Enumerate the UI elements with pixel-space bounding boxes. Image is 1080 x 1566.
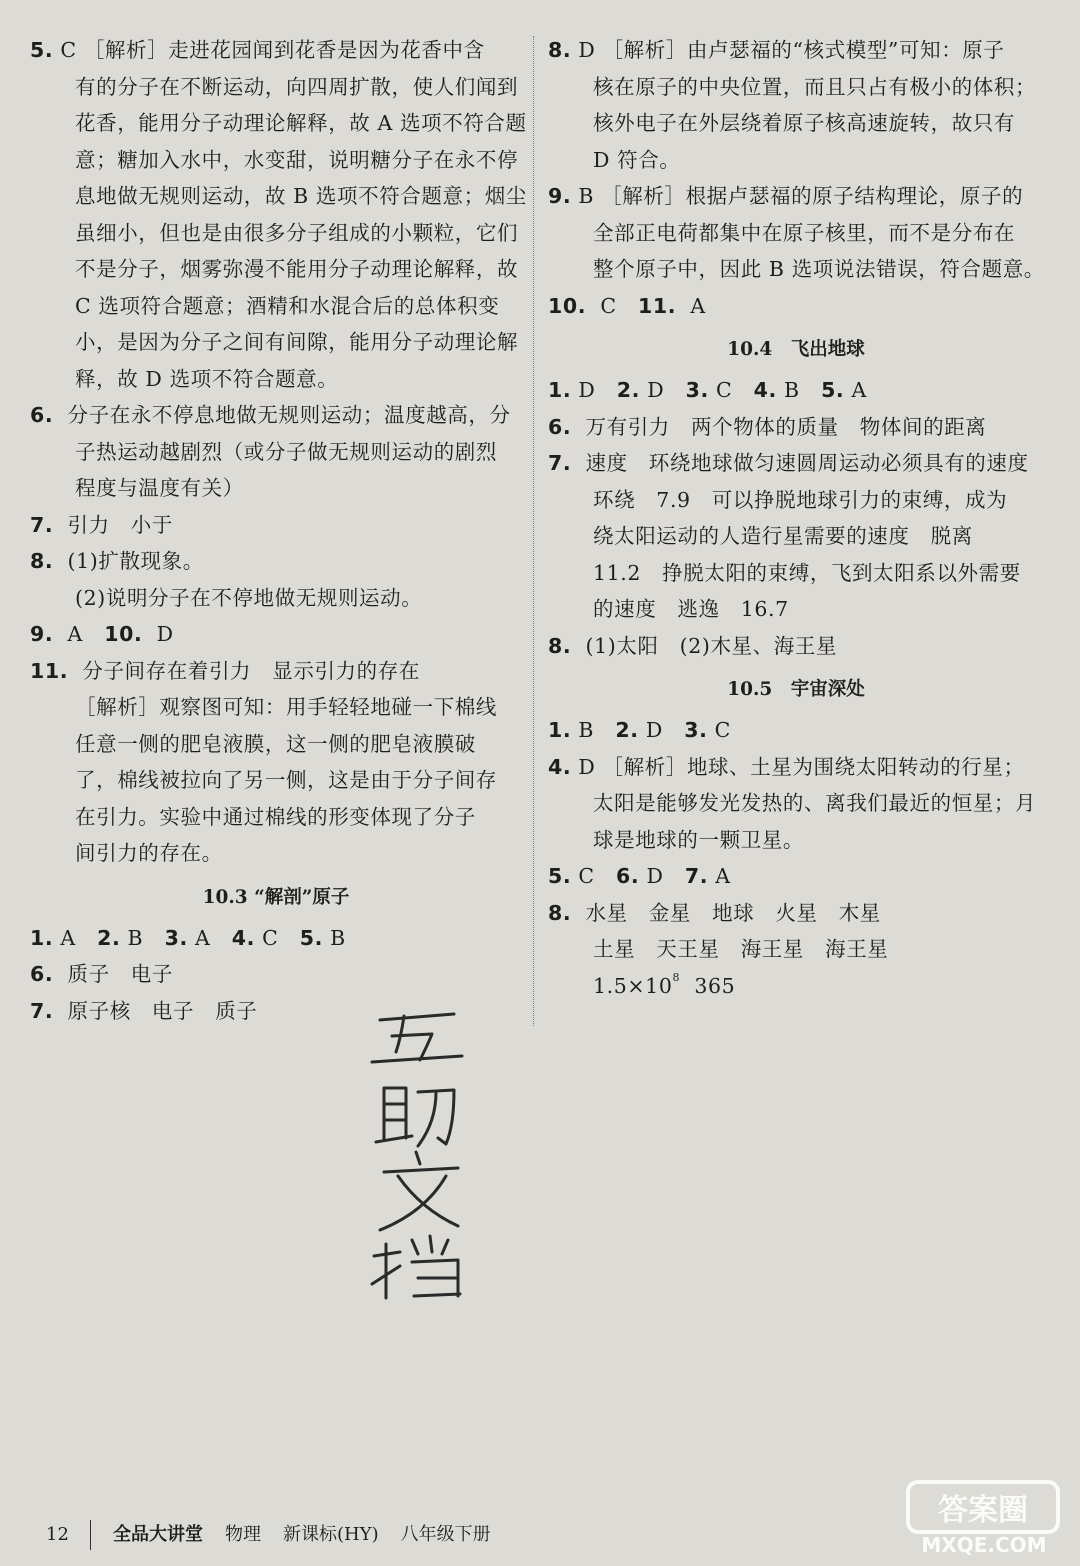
answer-row — [30, 920, 522, 957]
question-number: 7. — [684, 864, 709, 888]
answer-choice: B — [578, 718, 595, 742]
answer-choice: D — [645, 718, 663, 742]
answer-6 — [548, 409, 1044, 446]
answer-text: 任意一侧的肥皂液膜，这一侧的肥皂液膜破 — [75, 731, 476, 756]
watermark-text: MXQE.COM — [921, 1533, 1047, 1557]
answer-row — [548, 858, 1044, 895]
answer-text: 了，棉线被拉向了另一侧，这是由于分子间存 — [75, 768, 497, 792]
answer-text: 核在原子的中央位置，而且只占有极小的体积； — [593, 74, 1037, 99]
answer-text: 引力 小于 — [67, 512, 173, 537]
section-heading: 10.5 宇宙深处 — [727, 679, 865, 700]
question-number: 6. — [616, 864, 640, 888]
answer-text — [548, 968, 1044, 1005]
question-number: 3. — [685, 378, 709, 402]
question-number: 6. — [30, 403, 54, 427]
answer-text: 万有引力 两个物体的质量 物体间的距离 — [585, 414, 987, 439]
question-number: 5. — [821, 378, 845, 402]
answer-8 — [548, 32, 1044, 178]
answer-text: (2)说明分子在不停地做无规则运动。 — [75, 585, 423, 610]
grade-volume: 八年级下册 — [400, 1524, 491, 1545]
answer-5 — [30, 32, 527, 397]
answer-text: C 选项符合题意；酒精和水混合后的总体积变 — [75, 293, 500, 318]
right-column — [548, 32, 1044, 1004]
answer-6 — [30, 397, 522, 507]
answer-text: 间引力的存在。 — [75, 841, 223, 865]
question-number: 1. — [30, 925, 54, 950]
answer-choice: A — [194, 925, 211, 950]
answer-text: 球是地球的一颗卫星。 — [593, 827, 804, 852]
answer-8 — [548, 628, 1044, 665]
answer-choice: D — [156, 622, 174, 646]
sci-notation-base: 1.5×10 — [593, 973, 673, 998]
answer-choice: B — [127, 925, 144, 950]
answer-text: 有的分子在不断运动，向四周扩散，使人们闻到 — [75, 74, 519, 99]
answer-text: 全部正电荷都集中在原子核里，而不是分布在 — [593, 220, 1015, 245]
answer-choice: A — [851, 378, 867, 402]
answer-text: 水星 金星 地球 火星 木星 — [585, 900, 881, 925]
question-number: 5. — [548, 864, 572, 888]
answer-text: D 符合。 — [593, 147, 681, 172]
answer-text: D ［解析］由卢瑟福的“核式模型”可知：原子 — [578, 38, 1005, 62]
answer-choice: A — [690, 293, 706, 318]
answer-text: 分子在永不停息地做无规则运动；温度越高，分 — [67, 403, 511, 427]
answer-11 — [30, 653, 522, 872]
answer-choice: A — [67, 622, 83, 646]
question-number: 5. — [30, 38, 54, 62]
watermark-logo — [904, 1478, 1064, 1558]
answer-choice: C — [715, 378, 733, 402]
answer-text: 太阳是能够发光发热的、离我们最近的恒星；月 — [593, 791, 1037, 815]
answer-row — [548, 712, 1044, 749]
book-brand: 全品大讲堂 — [113, 1524, 203, 1545]
section-heading: 10.3 “解剖”原子 — [202, 886, 350, 908]
answer-text: 环绕 7.9 可以挣脱地球引力的束缚，成为 — [593, 487, 1008, 512]
question-number: 2. — [616, 378, 641, 402]
answer-text: 原子核 电子 质子 — [67, 998, 258, 1023]
answer-text: 意；糖加入水中，水变甜，说明糖分子在永不停 — [75, 147, 519, 172]
answer-text: ［解析］观察图可知：用手轻轻地碰一下棉线 — [75, 695, 497, 719]
answer-text: 整个原子中，因此 B 选项说法错误，符合题意。 — [593, 257, 1045, 281]
answer-7 — [548, 445, 1044, 628]
answer-8 — [548, 895, 1044, 1005]
question-number: 9. — [548, 184, 572, 208]
section-heading: 10.4 飞出地球 — [727, 339, 865, 360]
question-number: 1. — [548, 378, 572, 402]
answer-9-10 — [30, 616, 522, 653]
answer-text: 在引力。实验中通过棉线的形变体现了分子 — [75, 804, 476, 829]
answer-text: (1)扩散现象。 — [67, 549, 204, 573]
answer-row — [548, 372, 1044, 409]
question-number: 10. — [548, 293, 587, 318]
answer-choice: D — [647, 378, 665, 402]
watermark-cn: 答案圈 — [938, 1493, 1028, 1528]
answer-text: 子热运动越剧烈（或分子做无规则运动的剧烈 — [75, 439, 497, 464]
edition: 新课标(HY) — [283, 1524, 379, 1545]
answer-text: D ［解析］地球、土星为围绕太阳转动的行星； — [578, 754, 1025, 779]
sci-notation-exponent: 8 — [672, 970, 681, 984]
answer-text: C ［解析］走进花园闻到花香是因为花香中含 — [60, 38, 485, 62]
answer-6 — [30, 956, 522, 993]
answer-text: 土星 天王星 海王星 海王星 — [593, 937, 889, 961]
question-number: 8. — [548, 633, 572, 658]
answer-4 — [548, 749, 1044, 859]
question-number: 6. — [548, 414, 572, 439]
answer-7 — [30, 507, 522, 544]
answer-text: 花香，能用分子动理论解释，故 A 选项不符合题 — [75, 111, 527, 135]
answer-text: 质子 电子 — [67, 962, 173, 986]
question-number: 7. — [548, 451, 572, 475]
question-number: 1. — [548, 718, 572, 742]
question-number: 8. — [548, 900, 572, 925]
question-number: 4. — [548, 754, 572, 779]
answer-choice: C — [578, 864, 595, 888]
answer-choice: C — [600, 293, 617, 318]
answer-text: 速度 环绕地球做匀速圆周运动必须具有的速度 — [585, 451, 1029, 475]
question-number: 5. — [299, 925, 324, 950]
answer-choice: C — [262, 925, 279, 950]
question-number: 6. — [30, 962, 54, 986]
subject: 物理 — [225, 1524, 261, 1545]
answer-text: (1)太阳 (2)木星、海王星 — [585, 633, 838, 658]
answer-choice: D — [578, 378, 596, 402]
answer-text: 程度与温度有关） — [75, 476, 244, 500]
question-number: 4. — [753, 378, 777, 402]
answer-choice: B — [784, 378, 800, 402]
answer-text: 的速度 逃逸 16.7 — [593, 597, 789, 621]
handwriting-mark — [362, 1000, 472, 1300]
answer-choice: C — [714, 718, 731, 742]
answer-text: 小，是因为分子之间有间隙，能用分子动理论解 — [75, 330, 519, 354]
answer-8 — [30, 543, 522, 616]
question-number: 10. — [104, 622, 143, 646]
question-number: 4. — [231, 925, 255, 950]
answer-text: 不是分子，烟雾弥漫不能用分子动理论解释，故 — [75, 257, 519, 281]
column-divider — [533, 36, 534, 1026]
answer-text: 绕太阳运动的人造行星需要的速度 脱离 — [593, 524, 973, 548]
answer-text: 息地做无规则运动，故 B 选项不符合题意；烟尘 — [75, 184, 527, 208]
question-number: 2. — [615, 718, 639, 742]
answer-text: 虽细小，但也是由很多分子组成的小颗粒，它们 — [75, 220, 519, 245]
page-number: 12 — [46, 1524, 69, 1545]
answer-choice: A — [60, 925, 76, 950]
answer-choice: D — [646, 864, 664, 888]
answer-9 — [548, 178, 1044, 288]
answer-text: 释，故 D 选项不符合题意。 — [75, 366, 339, 391]
question-number: 11. — [30, 658, 69, 683]
question-number: 8. — [548, 38, 572, 62]
question-number: 7. — [30, 512, 54, 537]
question-number: 2. — [97, 925, 121, 950]
page-footer — [46, 1518, 491, 1552]
question-number: 3. — [684, 718, 708, 742]
question-number: 7. — [30, 998, 54, 1023]
answer-choice: B — [330, 925, 346, 950]
footer-divider — [90, 1520, 91, 1550]
left-column — [30, 32, 527, 1029]
question-number: 8. — [30, 549, 54, 573]
answer-choice: A — [715, 864, 731, 888]
answer-10-11 — [548, 288, 1044, 325]
answer-text: 分子间存在着引力 显示引力的存在 — [82, 658, 420, 683]
answer-text: 11.2 挣脱太阳的束缚，飞到太阳系以外需要 — [593, 560, 1021, 585]
question-number: 9. — [30, 622, 54, 646]
question-number: 11. — [638, 293, 677, 318]
question-number: 3. — [164, 925, 188, 950]
answer-text: B ［解析］根据卢瑟福的原子结构理论，原子的 — [578, 184, 1024, 208]
answer-value: 365 — [694, 973, 736, 998]
answer-text: 核外电子在外层绕着原子核高速旋转，故只有 — [593, 111, 1015, 135]
